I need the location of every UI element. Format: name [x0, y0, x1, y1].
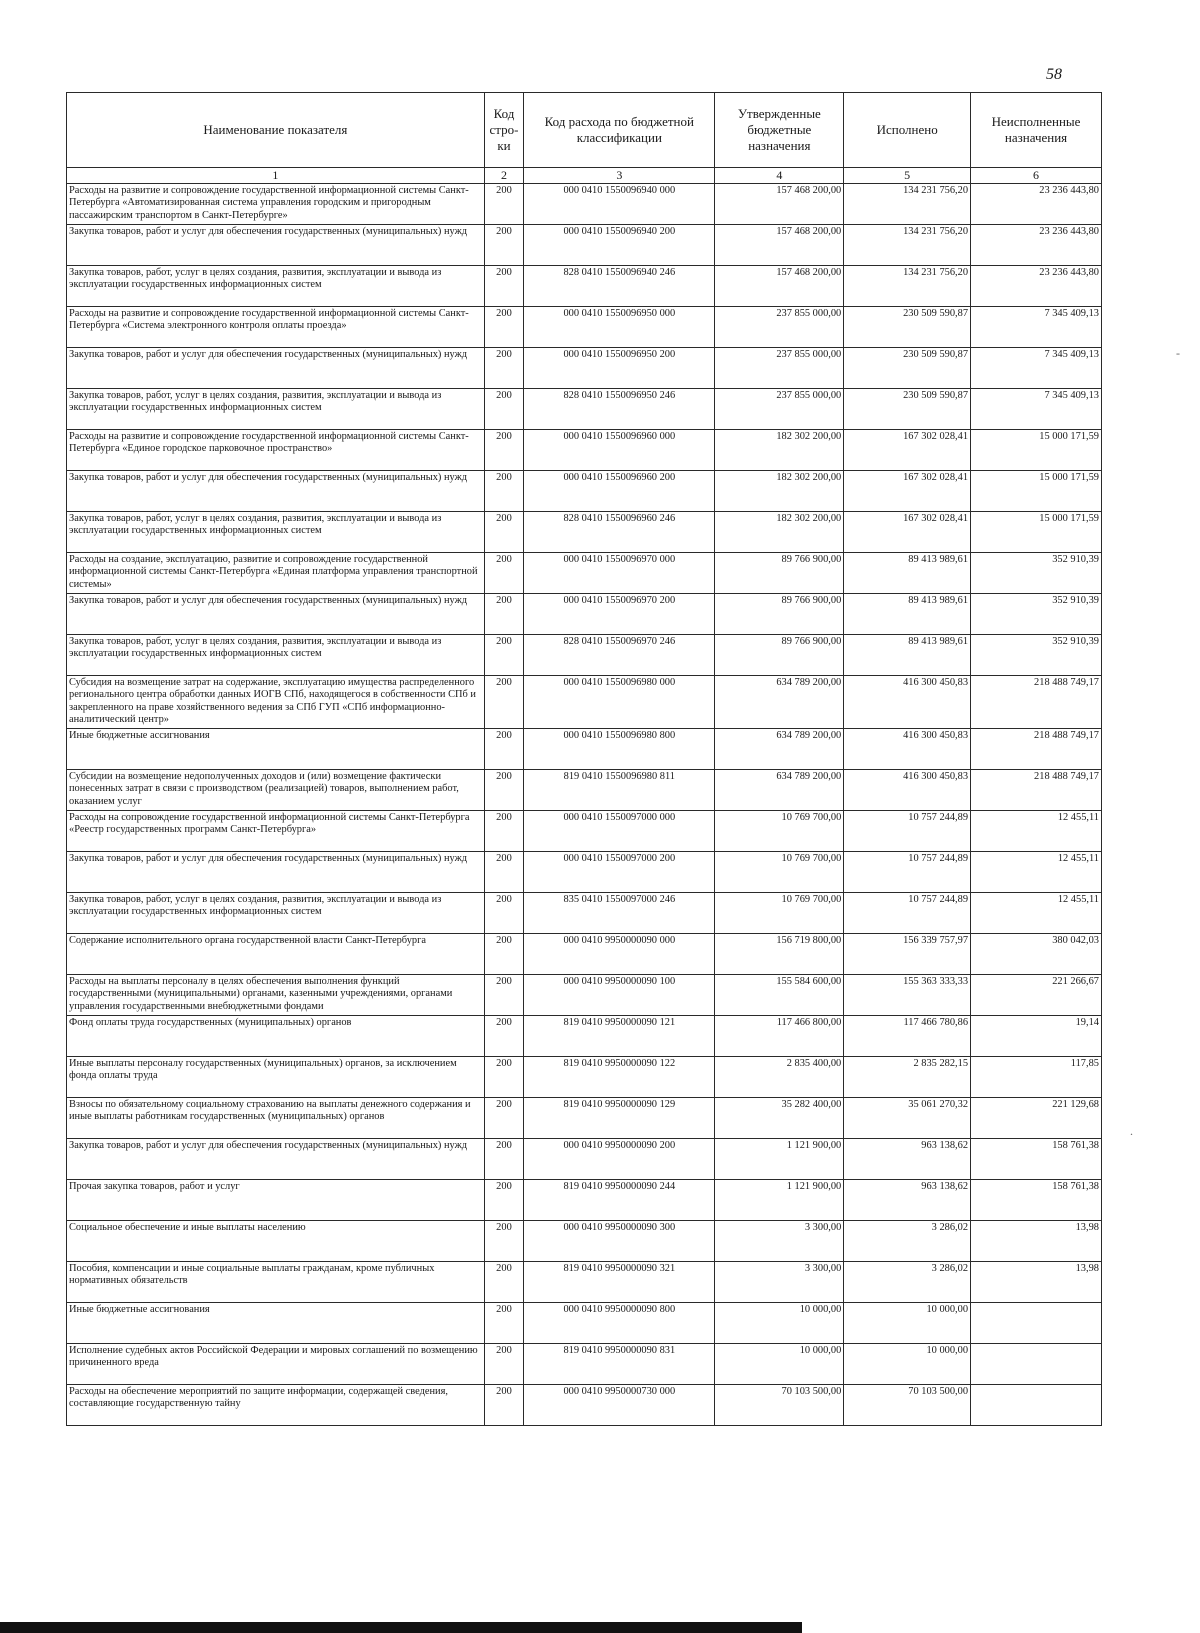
- unexecuted-amount-cell: 7 345 409,13: [971, 348, 1102, 389]
- budget-code-cell: 000 0410 1550096960 200: [524, 471, 715, 512]
- line-code-cell: 200: [484, 553, 523, 594]
- executed-amount-cell: 156 339 757,97: [844, 933, 971, 974]
- budget-code-cell: 000 0410 1550096950 000: [524, 307, 715, 348]
- approved-amount-cell: 10 769 700,00: [715, 851, 844, 892]
- indicator-name-cell: Иные бюджетные ассигнования: [67, 728, 485, 769]
- table-row: [67, 471, 1102, 512]
- unexecuted-amount-cell: 221 129,68: [971, 1097, 1102, 1138]
- indicator-name-cell: Исполнение судебных актов Российской Федерации и мировых соглашений по возмещению причиненного вреда: [67, 1343, 485, 1384]
- page-number: 58: [1046, 66, 1062, 83]
- table-row: [67, 676, 1102, 729]
- table-row: [67, 389, 1102, 430]
- line-code-cell: 200: [484, 1097, 523, 1138]
- unexecuted-amount-cell: 218 488 749,17: [971, 728, 1102, 769]
- approved-amount-cell: 182 302 200,00: [715, 430, 844, 471]
- budget-code-cell: 000 0410 1550096950 200: [524, 348, 715, 389]
- scan-mark: -: [1176, 346, 1180, 360]
- approved-amount-cell: 70 103 500,00: [715, 1384, 844, 1425]
- table-row: [67, 1056, 1102, 1097]
- line-code-cell: 200: [484, 635, 523, 676]
- approved-amount-cell: 634 789 200,00: [715, 769, 844, 810]
- indicator-name-cell: Иные бюджетные ассигнования: [67, 1302, 485, 1343]
- indicator-name-cell: Расходы на создание, эксплуатацию, развитие и сопровождение государственной информационной системы Санкт-Петербурга «Единая платформа управления транспортной системы»: [67, 553, 485, 594]
- scan-bottom-edge: [0, 1622, 802, 1633]
- line-code-cell: 200: [484, 1220, 523, 1261]
- table-row: [67, 1384, 1102, 1425]
- unexecuted-amount-cell: 15 000 171,59: [971, 512, 1102, 553]
- column-number: 1: [67, 168, 485, 184]
- executed-amount-cell: 10 757 244,89: [844, 810, 971, 851]
- table-header-row: [67, 93, 1102, 168]
- table-row: [67, 430, 1102, 471]
- header-line-code: Код стро-ки: [484, 93, 523, 168]
- executed-amount-cell: 10 000,00: [844, 1302, 971, 1343]
- budget-code-cell: 828 0410 1550096940 246: [524, 266, 715, 307]
- line-code-cell: 200: [484, 430, 523, 471]
- budget-code-cell: 819 0410 9950000090 121: [524, 1015, 715, 1056]
- approved-amount-cell: 3 300,00: [715, 1261, 844, 1302]
- unexecuted-amount-cell: 117,85: [971, 1056, 1102, 1097]
- unexecuted-amount-cell: 221 266,67: [971, 974, 1102, 1015]
- budget-code-cell: 000 0410 9950000090 100: [524, 974, 715, 1015]
- unexecuted-amount-cell: 352 910,39: [971, 635, 1102, 676]
- approved-amount-cell: 1 121 900,00: [715, 1179, 844, 1220]
- unexecuted-amount-cell: 352 910,39: [971, 553, 1102, 594]
- budget-code-cell: 835 0410 1550097000 246: [524, 892, 715, 933]
- unexecuted-amount-cell: [971, 1384, 1102, 1425]
- executed-amount-cell: 3 286,02: [844, 1220, 971, 1261]
- header-budget-code: Код расхода по бюджетной классификации: [524, 93, 715, 168]
- executed-amount-cell: 416 300 450,83: [844, 769, 971, 810]
- budget-code-cell: 000 0410 9950000090 300: [524, 1220, 715, 1261]
- executed-amount-cell: 416 300 450,83: [844, 728, 971, 769]
- indicator-name-cell: Фонд оплаты труда государственных (муниципальных) органов: [67, 1015, 485, 1056]
- table-row: [67, 1343, 1102, 1384]
- approved-amount-cell: 3 300,00: [715, 1220, 844, 1261]
- indicator-name-cell: Закупка товаров, работ, услуг в целях создания, развития, эксплуатации и вывода из эксплуатации государственных информационных систем: [67, 635, 485, 676]
- budget-code-cell: 000 0410 1550096940 000: [524, 184, 715, 225]
- executed-amount-cell: 230 509 590,87: [844, 389, 971, 430]
- indicator-name-cell: Закупка товаров, работ и услуг для обеспечения государственных (муниципальных) нужд: [67, 225, 485, 266]
- line-code-cell: 200: [484, 892, 523, 933]
- line-code-cell: 200: [484, 728, 523, 769]
- executed-amount-cell: 167 302 028,41: [844, 512, 971, 553]
- table-row: [67, 266, 1102, 307]
- scan-mark: .: [1130, 1124, 1133, 1138]
- unexecuted-amount-cell: 12 455,11: [971, 810, 1102, 851]
- approved-amount-cell: 237 855 000,00: [715, 389, 844, 430]
- budget-code-cell: 000 0410 1550096970 200: [524, 594, 715, 635]
- line-code-cell: 200: [484, 225, 523, 266]
- unexecuted-amount-cell: 7 345 409,13: [971, 389, 1102, 430]
- executed-amount-cell: 89 413 989,61: [844, 553, 971, 594]
- indicator-name-cell: Закупка товаров, работ и услуг для обеспечения государственных (муниципальных) нужд: [67, 348, 485, 389]
- budget-code-cell: 819 0410 9950000090 321: [524, 1261, 715, 1302]
- table-row: [67, 810, 1102, 851]
- budget-code-cell: 819 0410 9950000090 244: [524, 1179, 715, 1220]
- executed-amount-cell: 10 757 244,89: [844, 851, 971, 892]
- line-code-cell: 200: [484, 389, 523, 430]
- budget-code-cell: 000 0410 9950000730 000: [524, 1384, 715, 1425]
- budget-code-cell: 819 0410 9950000090 122: [524, 1056, 715, 1097]
- budget-code-cell: 000 0410 1550096940 200: [524, 225, 715, 266]
- approved-amount-cell: 10 000,00: [715, 1343, 844, 1384]
- executed-amount-cell: 167 302 028,41: [844, 430, 971, 471]
- indicator-name-cell: Расходы на развитие и сопровождение государственной информационной системы Санкт-Петербурга «Единое городское парковочное пространство»: [67, 430, 485, 471]
- indicator-name-cell: Содержание исполнительного органа государственной власти Санкт-Петербурга: [67, 933, 485, 974]
- approved-amount-cell: 89 766 900,00: [715, 594, 844, 635]
- table-row: [67, 307, 1102, 348]
- indicator-name-cell: Взносы по обязательному социальному страхованию на выплаты денежного содержания и иные выплаты работникам государственных (муниципальных) органов: [67, 1097, 485, 1138]
- budget-code-cell: 000 0410 9950000090 200: [524, 1138, 715, 1179]
- approved-amount-cell: 634 789 200,00: [715, 676, 844, 729]
- unexecuted-amount-cell: 380 042,03: [971, 933, 1102, 974]
- table-row: [67, 974, 1102, 1015]
- line-code-cell: 200: [484, 974, 523, 1015]
- approved-amount-cell: 634 789 200,00: [715, 728, 844, 769]
- executed-amount-cell: 230 509 590,87: [844, 307, 971, 348]
- table-row: [67, 851, 1102, 892]
- indicator-name-cell: Закупка товаров, работ и услуг для обеспечения государственных (муниципальных) нужд: [67, 851, 485, 892]
- executed-amount-cell: 134 231 756,20: [844, 184, 971, 225]
- table-row: [67, 1302, 1102, 1343]
- table-row: [67, 553, 1102, 594]
- line-code-cell: 200: [484, 1261, 523, 1302]
- indicator-name-cell: Расходы на обеспечение мероприятий по защите информации, содержащей сведения, составляющие государственную тайну: [67, 1384, 485, 1425]
- budget-code-cell: 000 0410 1550096980 000: [524, 676, 715, 729]
- indicator-name-cell: Закупка товаров, работ и услуг для обеспечения государственных (муниципальных) нужд: [67, 471, 485, 512]
- approved-amount-cell: 182 302 200,00: [715, 471, 844, 512]
- header-unexecuted: Неисполненные назначения: [971, 93, 1102, 168]
- unexecuted-amount-cell: [971, 1302, 1102, 1343]
- unexecuted-amount-cell: 7 345 409,13: [971, 307, 1102, 348]
- indicator-name-cell: Закупка товаров, работ, услуг в целях создания, развития, эксплуатации и вывода из эксплуатации государственных информационных систем: [67, 892, 485, 933]
- unexecuted-amount-cell: 158 761,38: [971, 1138, 1102, 1179]
- approved-amount-cell: 2 835 400,00: [715, 1056, 844, 1097]
- budget-code-cell: 828 0410 1550096960 246: [524, 512, 715, 553]
- line-code-cell: 200: [484, 1138, 523, 1179]
- unexecuted-amount-cell: [971, 1343, 1102, 1384]
- approved-amount-cell: 89 766 900,00: [715, 635, 844, 676]
- line-code-cell: 200: [484, 1343, 523, 1384]
- budget-code-cell: 000 0410 9950000090 800: [524, 1302, 715, 1343]
- header-executed: Исполнено: [844, 93, 971, 168]
- approved-amount-cell: 237 855 000,00: [715, 307, 844, 348]
- indicator-name-cell: Расходы на развитие и сопровождение государственной информационной системы Санкт-Петербурга «Автоматизированная система управления городским и пригородным пассажирским транспортом в Санкт-Петербурге»: [67, 184, 485, 225]
- indicator-name-cell: Закупка товаров, работ, услуг в целях создания, развития, эксплуатации и вывода из эксплуатации государственных информационных систем: [67, 389, 485, 430]
- line-code-cell: 200: [484, 471, 523, 512]
- unexecuted-amount-cell: 23 236 443,80: [971, 225, 1102, 266]
- approved-amount-cell: 35 282 400,00: [715, 1097, 844, 1138]
- line-code-cell: 200: [484, 1302, 523, 1343]
- table-row: [67, 769, 1102, 810]
- line-code-cell: 200: [484, 1015, 523, 1056]
- indicator-name-cell: Закупка товаров, работ и услуг для обеспечения государственных (муниципальных) нужд: [67, 1138, 485, 1179]
- budget-code-cell: 819 0410 9950000090 831: [524, 1343, 715, 1384]
- budget-code-cell: 828 0410 1550096970 246: [524, 635, 715, 676]
- table-row: [67, 1261, 1102, 1302]
- executed-amount-cell: 3 286,02: [844, 1261, 971, 1302]
- table-row: [67, 933, 1102, 974]
- table-row: [67, 728, 1102, 769]
- unexecuted-amount-cell: 218 488 749,17: [971, 769, 1102, 810]
- indicator-name-cell: Закупка товаров, работ, услуг в целях создания, развития, эксплуатации и вывода из эксплуатации государственных информационных систем: [67, 512, 485, 553]
- line-code-cell: 200: [484, 933, 523, 974]
- unexecuted-amount-cell: 218 488 749,17: [971, 676, 1102, 729]
- executed-amount-cell: 89 413 989,61: [844, 594, 971, 635]
- table-row: [67, 892, 1102, 933]
- unexecuted-amount-cell: 23 236 443,80: [971, 266, 1102, 307]
- budget-code-cell: 828 0410 1550096950 246: [524, 389, 715, 430]
- budget-code-cell: 000 0410 1550096980 800: [524, 728, 715, 769]
- budget-code-cell: 000 0410 1550096970 000: [524, 553, 715, 594]
- line-code-cell: 200: [484, 307, 523, 348]
- approved-amount-cell: 157 468 200,00: [715, 184, 844, 225]
- indicator-name-cell: Пособия, компенсации и иные социальные выплаты гражданам, кроме публичных нормативных обязательств: [67, 1261, 485, 1302]
- executed-amount-cell: 70 103 500,00: [844, 1384, 971, 1425]
- indicator-name-cell: Расходы на сопровождение государственной информационной системы Санкт-Петербурга «Реестр государственных программ Санкт-Петербурга»: [67, 810, 485, 851]
- approved-amount-cell: 1 121 900,00: [715, 1138, 844, 1179]
- line-code-cell: 200: [484, 810, 523, 851]
- line-code-cell: 200: [484, 769, 523, 810]
- column-number-row: [67, 168, 1102, 184]
- indicator-name-cell: Иные выплаты персоналу государственных (муниципальных) органов, за исключением фонда оплаты труда: [67, 1056, 485, 1097]
- budget-code-cell: 000 0410 1550097000 200: [524, 851, 715, 892]
- executed-amount-cell: 117 466 780,86: [844, 1015, 971, 1056]
- budget-code-cell: 819 0410 9950000090 129: [524, 1097, 715, 1138]
- unexecuted-amount-cell: 352 910,39: [971, 594, 1102, 635]
- executed-amount-cell: 134 231 756,20: [844, 266, 971, 307]
- table-row: [67, 1097, 1102, 1138]
- line-code-cell: 200: [484, 594, 523, 635]
- unexecuted-amount-cell: 15 000 171,59: [971, 471, 1102, 512]
- table-row: [67, 1015, 1102, 1056]
- line-code-cell: 200: [484, 266, 523, 307]
- budget-code-cell: 819 0410 1550096980 811: [524, 769, 715, 810]
- line-code-cell: 200: [484, 1056, 523, 1097]
- approved-amount-cell: 117 466 800,00: [715, 1015, 844, 1056]
- column-number: 4: [715, 168, 844, 184]
- indicator-name-cell: Закупка товаров, работ, услуг в целях создания, развития, эксплуатации и вывода из эксплуатации государственных информационных систем: [67, 266, 485, 307]
- executed-amount-cell: 167 302 028,41: [844, 471, 971, 512]
- line-code-cell: 200: [484, 1179, 523, 1220]
- approved-amount-cell: 182 302 200,00: [715, 512, 844, 553]
- column-number: 2: [484, 168, 523, 184]
- line-code-cell: 200: [484, 676, 523, 729]
- table-row: [67, 225, 1102, 266]
- indicator-name-cell: Расходы на выплаты персоналу в целях обеспечения выполнения функций государственными (муниципальными) органами, казенными учреждениями, органами управления государственными внебюджетными фондами: [67, 974, 485, 1015]
- budget-code-cell: 000 0410 1550097000 000: [524, 810, 715, 851]
- executed-amount-cell: 230 509 590,87: [844, 348, 971, 389]
- indicator-name-cell: Субсидия на возмещение затрат на содержание, эксплуатацию имущества распределенного регионального центра обработки данных ИОГВ СПб, находящегося в собственности СПб и закрепленного на праве хозяйственного ведения за СПб ГУП «СПб информационно-аналитический центр»: [67, 676, 485, 729]
- table-row: [67, 1138, 1102, 1179]
- table-row: [67, 348, 1102, 389]
- header-indicator-name: Наименование показателя: [67, 93, 485, 168]
- unexecuted-amount-cell: 19,14: [971, 1015, 1102, 1056]
- line-code-cell: 200: [484, 184, 523, 225]
- approved-amount-cell: 10 769 700,00: [715, 810, 844, 851]
- table-row: [67, 184, 1102, 225]
- approved-amount-cell: 156 719 800,00: [715, 933, 844, 974]
- approved-amount-cell: 237 855 000,00: [715, 348, 844, 389]
- column-number: 5: [844, 168, 971, 184]
- indicator-name-cell: Субсидии на возмещение недополученных доходов и (или) возмещение фактически понесенных затрат в связи с производством (реализацией) товаров, выполнением работ, оказанием услуг: [67, 769, 485, 810]
- header-approved: Утвержденные бюджетные назначения: [715, 93, 844, 168]
- executed-amount-cell: 10 000,00: [844, 1343, 971, 1384]
- approved-amount-cell: 157 468 200,00: [715, 225, 844, 266]
- executed-amount-cell: 416 300 450,83: [844, 676, 971, 729]
- approved-amount-cell: 89 766 900,00: [715, 553, 844, 594]
- executed-amount-cell: 155 363 333,33: [844, 974, 971, 1015]
- unexecuted-amount-cell: 12 455,11: [971, 851, 1102, 892]
- line-code-cell: 200: [484, 512, 523, 553]
- table-row: [67, 594, 1102, 635]
- line-code-cell: 200: [484, 348, 523, 389]
- approved-amount-cell: 155 584 600,00: [715, 974, 844, 1015]
- executed-amount-cell: 35 061 270,32: [844, 1097, 971, 1138]
- executed-amount-cell: 134 231 756,20: [844, 225, 971, 266]
- executed-amount-cell: 10 757 244,89: [844, 892, 971, 933]
- executed-amount-cell: 89 413 989,61: [844, 635, 971, 676]
- unexecuted-amount-cell: 15 000 171,59: [971, 430, 1102, 471]
- table-row: [67, 1220, 1102, 1261]
- table-row: [67, 1179, 1102, 1220]
- executed-amount-cell: 963 138,62: [844, 1138, 971, 1179]
- indicator-name-cell: Закупка товаров, работ и услуг для обеспечения государственных (муниципальных) нужд: [67, 594, 485, 635]
- unexecuted-amount-cell: 23 236 443,80: [971, 184, 1102, 225]
- line-code-cell: 200: [484, 1384, 523, 1425]
- unexecuted-amount-cell: 13,98: [971, 1261, 1102, 1302]
- unexecuted-amount-cell: 12 455,11: [971, 892, 1102, 933]
- indicator-name-cell: Расходы на развитие и сопровождение государственной информационной системы Санкт-Петербурга «Система электронного контроля оплаты проезда»: [67, 307, 485, 348]
- executed-amount-cell: 963 138,62: [844, 1179, 971, 1220]
- indicator-name-cell: Прочая закупка товаров, работ и услуг: [67, 1179, 485, 1220]
- unexecuted-amount-cell: 13,98: [971, 1220, 1102, 1261]
- table-row: [67, 635, 1102, 676]
- approved-amount-cell: 10 769 700,00: [715, 892, 844, 933]
- approved-amount-cell: 157 468 200,00: [715, 266, 844, 307]
- budget-code-cell: 000 0410 9950000090 000: [524, 933, 715, 974]
- table-body: [67, 184, 1102, 1426]
- executed-amount-cell: 2 835 282,15: [844, 1056, 971, 1097]
- column-number: 3: [524, 168, 715, 184]
- line-code-cell: 200: [484, 851, 523, 892]
- approved-amount-cell: 10 000,00: [715, 1302, 844, 1343]
- budget-execution-table: [66, 92, 1102, 1426]
- indicator-name-cell: Социальное обеспечение и иные выплаты населению: [67, 1220, 485, 1261]
- budget-code-cell: 000 0410 1550096960 000: [524, 430, 715, 471]
- unexecuted-amount-cell: 158 761,38: [971, 1179, 1102, 1220]
- table-row: [67, 512, 1102, 553]
- column-number: 6: [971, 168, 1102, 184]
